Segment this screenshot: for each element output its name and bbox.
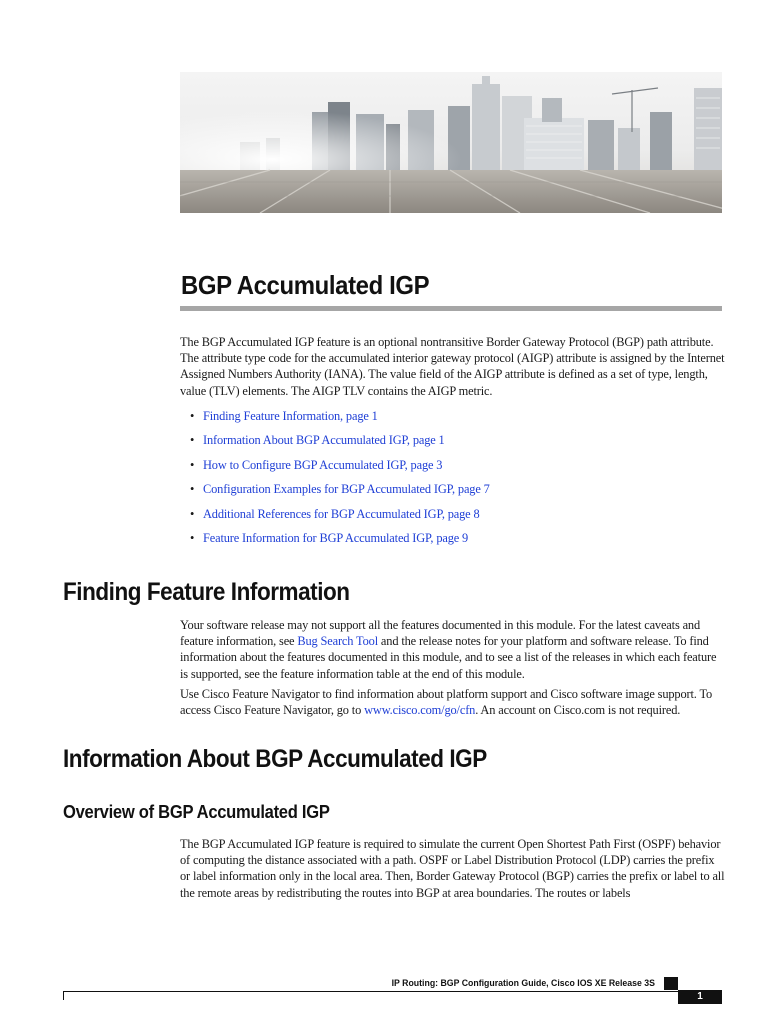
text-run: and the release notes for your platform and software release. To find information about the features documented in this module, and to see a list of the releases in which each feature is supported, see the feature information table at the end of this module. (180, 634, 717, 681)
footer-guide-title: IP Routing: BGP Configuration Guide, Cisco IOS XE Release 3S (391, 978, 655, 989)
chapter-banner-image (180, 72, 722, 213)
section-heading-information-about: Information About BGP Accumulated IGP (63, 745, 487, 773)
section-heading-finding-feature-information: Finding Feature Information (63, 578, 350, 606)
text-run: . An account on Cisco.com is not required. (475, 703, 681, 718)
city-skyline-illustration (180, 72, 722, 213)
bullet-icon: • (190, 457, 195, 472)
bullet-icon: • (190, 482, 195, 497)
footer-rule-tick (63, 991, 64, 1000)
toc-link[interactable]: Configuration Examples for BGP Accumulated IGP, page 7 (203, 482, 490, 497)
bullet-icon: • (190, 409, 195, 423)
ffi-paragraph-1 (180, 617, 725, 682)
intro-paragraph: The BGP Accumulated IGP feature is an optional nontransitive Border Gateway Protocol (BGP) path attribute. The attribute type code for the accumulated interior gateway protocol (AIGP) attribute is assigned by the Internet Assigned Numbers Authority (IANA). The value field of the AIGP attribute is defined as a set of type, length, value (TLV) elements. The AIGP TLV contains the AIGP metric. (180, 335, 725, 398)
chapter-title: BGP Accumulated IGP (181, 270, 430, 300)
toc-link[interactable]: Finding Feature Information, page 1 (203, 409, 378, 423)
toc-link[interactable]: Additional References for BGP Accumulated IGP, page 8 (203, 506, 480, 521)
toc-item (190, 481, 490, 505)
toc-item (190, 506, 490, 530)
text-run: Your software release may not support all the features documented in this module. For the latest caveats and feature information, see (180, 618, 701, 649)
footer-marker (664, 977, 678, 990)
bullet-icon: • (190, 530, 195, 545)
overview-paragraph: The BGP Accumulated IGP feature is required to simulate the current Open Shortest Path First (OSPF) behavior of computing the distance associated with a path. OSPF or Label Distribution Protocol (LDP) carries the prefix or label information only in the local area. Then, Border Gateway Protocol (BGP) carries the prefix or label to all the remote areas by redistributing the routes into BGP at area boundaries. The routes or labels (180, 837, 725, 900)
toc-item (190, 408, 490, 432)
text-run: Use Cisco Feature Navigator to find information about platform support and Cisco software image support. To access Cisco Feature Navigator, go to (180, 687, 713, 718)
toc-link[interactable]: How to Configure BGP Accumulated IGP, page 3 (203, 457, 443, 472)
toc-item (190, 432, 490, 456)
chapter-toc-list (190, 408, 490, 554)
toc-link[interactable]: Feature Information for BGP Accumulated IGP, page 9 (203, 530, 469, 545)
overview-paragraph-block (180, 836, 725, 901)
cisco-feature-navigator-link[interactable]: www.cisco.com/go/cfn (364, 703, 476, 718)
bullet-icon: • (190, 433, 195, 448)
subsection-heading-overview: Overview of BGP Accumulated IGP (63, 802, 330, 822)
bug-search-tool-link[interactable]: Bug Search Tool (297, 634, 378, 649)
toc-item (190, 530, 490, 554)
intro-block (180, 334, 725, 399)
ffi-paragraph-2 (180, 686, 725, 718)
toc-link[interactable]: Information About BGP Accumulated IGP, page 1 (203, 433, 445, 448)
footer-rule (63, 991, 722, 992)
page-number: 1 (678, 990, 722, 1004)
title-rule (180, 306, 722, 311)
ffi-paragraph-2-text (180, 686, 725, 718)
ffi-paragraph-1-text (180, 617, 725, 682)
bullet-icon: • (190, 506, 195, 521)
toc-item (190, 457, 490, 481)
